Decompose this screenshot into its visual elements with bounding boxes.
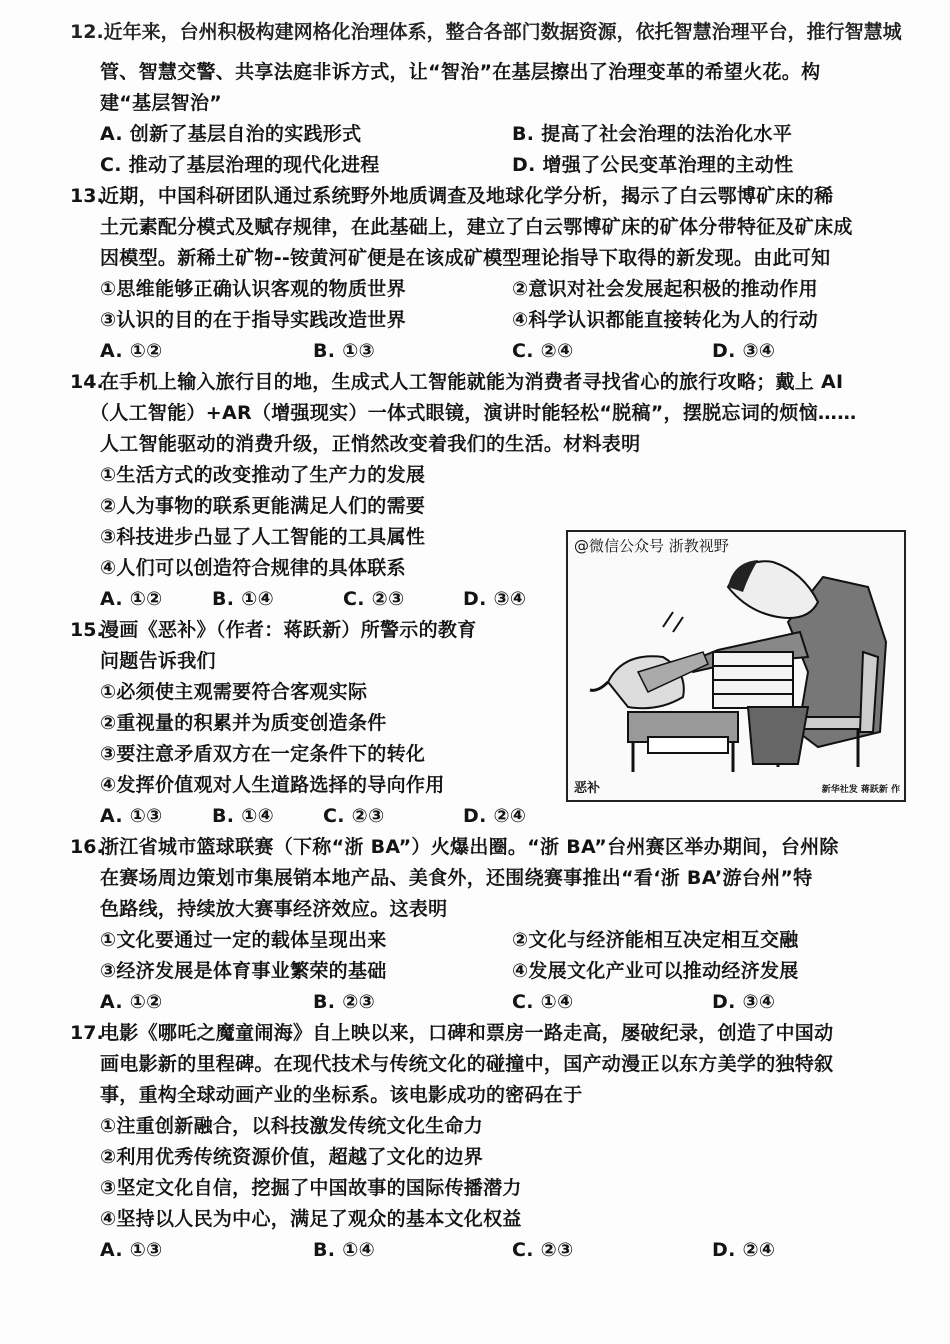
- cartoon-credit: 新华社发 蒋跃新 作: [821, 785, 900, 795]
- q15-statement-2: ②重视量的积累并为质变创造条件: [100, 712, 387, 734]
- q13-stem-2: 土元素配分模式及赋存规律，在此基础上，建立了白云鄂博矿床的矿体分带特征及矿床成: [100, 216, 853, 238]
- q16-statement-3: ③经济发展是体育事业繁荣的基础: [100, 960, 387, 982]
- q16-stem-1: 浙江省城市篮球联赛（下称“浙 BA”）火爆出圈。“浙 BA”台州赛区举办期间，台州除: [100, 836, 839, 858]
- q17-stem-1: 电影《哪吒之魔童闹海》自上映以来，口碑和票房一路走高，屡破纪录，创造了中国动: [100, 1022, 834, 1044]
- q16-stem-3: 色路线，持续放大赛事经济效应。这表明: [100, 898, 448, 920]
- q17-choice-b[interactable]: B. ①④: [313, 1239, 375, 1261]
- q17-stem-3: 事，重构全球动画产业的坐标系。该电影成功的密码在于: [100, 1084, 583, 1106]
- q13-number: 13.: [70, 185, 104, 207]
- q13-choice-c[interactable]: C. ②④: [512, 340, 574, 362]
- q15-statement-1: ①必须使主观需要符合客观实际: [100, 681, 368, 703]
- q16-choice-a[interactable]: A. ①②: [100, 991, 163, 1013]
- q15-stem-1: 漫画《恶补》（作者：蒋跃新）所警示的教育: [100, 619, 477, 641]
- q16-choice-c[interactable]: C. ①④: [512, 991, 574, 1013]
- q16-choice-b[interactable]: B. ②③: [313, 991, 375, 1013]
- cartoon-watermark: @微信公众号 浙教视野: [574, 537, 729, 555]
- q15-stem-2: 问题告诉我们: [100, 650, 216, 672]
- book-stack-icon: [713, 652, 793, 708]
- q15-statement-3: ③要注意矛盾双方在一定条件下的转化: [100, 743, 426, 765]
- q12-option-b[interactable]: B. 提高了社会治理的法治化水平: [512, 123, 793, 145]
- q16-stem-2: 在赛场周边策划市集展销本地产品、美食外，还围绕赛事推出“看‘浙 BA’游台州”特: [100, 867, 813, 889]
- cartoon-illustration: [568, 532, 904, 800]
- q16-number: 16.: [70, 836, 104, 858]
- q16-choice-d[interactable]: D. ③④: [712, 991, 776, 1013]
- q13-statement-3: ③认识的目的在于指导实践改造世界: [100, 309, 406, 331]
- q16-statement-1: ①文化要通过一定的载体呈现出来: [100, 929, 387, 951]
- q14-stem-3: 人工智能驱动的消费升级，正悄然改变着我们的生活。材料表明: [100, 433, 641, 455]
- q16-statement-2: ②文化与经济能相互决定相互交融: [512, 929, 799, 951]
- q15-choice-a[interactable]: A. ①③: [100, 805, 163, 827]
- q17-choice-d[interactable]: D. ②④: [712, 1239, 776, 1261]
- q13-statement-2: ②意识对社会发展起积极的推动作用: [512, 278, 818, 300]
- q13-stem-3: 因模型。新稀土矿物--铵黄河矿便是在该成矿模型理论指导下取得的新发现。由此可知: [100, 247, 831, 269]
- q17-statement-1: ①注重创新融合，以科技激发传统文化生命力: [100, 1115, 484, 1137]
- q15-number: 15.: [70, 619, 104, 641]
- q17-choice-a[interactable]: A. ①③: [100, 1239, 163, 1261]
- q16-statement-4: ④发展文化产业可以推动经济发展: [512, 960, 799, 982]
- q14-statement-1: ①生活方式的改变推动了生产力的发展: [100, 464, 426, 486]
- q15-choice-b[interactable]: B. ①④: [212, 805, 274, 827]
- q13-stem-1: 近期，中国科研团队通过系统野外地质调查及地球化学分析，揭示了白云鄂博矿床的稀: [100, 185, 834, 207]
- cartoon-title: 恶补: [574, 781, 601, 796]
- q15-choice-c[interactable]: C. ②③: [323, 805, 385, 827]
- q13-choice-d[interactable]: D. ③④: [712, 340, 776, 362]
- q15-statement-4: ④发挥价值观对人生道路选择的导向作用: [100, 774, 445, 796]
- q14-choice-a[interactable]: A. ①②: [100, 588, 163, 610]
- q14-stem-1: 在手机上输入旅行目的地，生成式人工智能就能为消费者寻找省心的旅行攻略；戴上 AI: [100, 371, 844, 393]
- q14-statement-4: ④人们可以创造符合规律的具体联系: [100, 557, 406, 579]
- q17-number: 17.: [70, 1022, 104, 1044]
- q14-statement-3: ③科技进步凸显了人工智能的工具属性: [100, 526, 426, 548]
- q13-statement-1: ①思维能够正确认识客观的物质世界: [100, 278, 406, 300]
- q12-option-d[interactable]: D. 增强了公民变革治理的主动性: [512, 154, 794, 176]
- q14-choice-d[interactable]: D. ③④: [463, 588, 527, 610]
- q17-stem-2: 画电影新的里程碑。在现代技术与传统文化的碰撞中，国产动漫正以东方美学的独特叙: [100, 1053, 834, 1075]
- q14-choice-b[interactable]: B. ①④: [212, 588, 274, 610]
- q12-line-3: 建“基层智治”: [100, 92, 223, 114]
- q14-statement-2: ②人为事物的联系更能满足人们的需要: [100, 495, 426, 517]
- q13-statement-4: ④科学认识都能直接转化为人的行动: [512, 309, 818, 331]
- cartoon-figure: [566, 530, 906, 802]
- q13-choice-b[interactable]: B. ①③: [313, 340, 375, 362]
- q13-choice-a[interactable]: A. ①②: [100, 340, 163, 362]
- q17-statement-2: ②利用优秀传统资源价值，超越了文化的边界: [100, 1146, 484, 1168]
- q15-choice-d[interactable]: D. ②④: [463, 805, 527, 827]
- q12-cut-line: 12.近年来，台州积极构建网格化治理体系，整合各部门数据资源，依托智慧治理平台，推行智慧城: [70, 21, 902, 43]
- q12-line-2: 管、智慧交警、共享法庭非诉方式，让“智治”在基层擦出了治理变革的希望火花。构: [100, 61, 821, 83]
- q17-choice-c[interactable]: C. ②③: [512, 1239, 574, 1261]
- q17-statement-4: ④坚持以人民为中心，满足了观众的基本文化权益: [100, 1208, 522, 1230]
- q12-option-c[interactable]: C. 推动了基层治理的现代化进程: [100, 154, 380, 176]
- q14-choice-c[interactable]: C. ②③: [343, 588, 405, 610]
- q12-option-a[interactable]: A. 创新了基层自治的实践形式: [100, 123, 362, 145]
- q14-number: 14.: [70, 371, 104, 393]
- q17-statement-3: ③坚定文化自信，挖掘了中国故事的国际传播潜力: [100, 1177, 522, 1199]
- q14-stem-2: （人工智能）+AR（增强现实）一体式眼镜，演讲时能轻松“脱稿”，摆脱忘词的烦恼……: [90, 402, 857, 424]
